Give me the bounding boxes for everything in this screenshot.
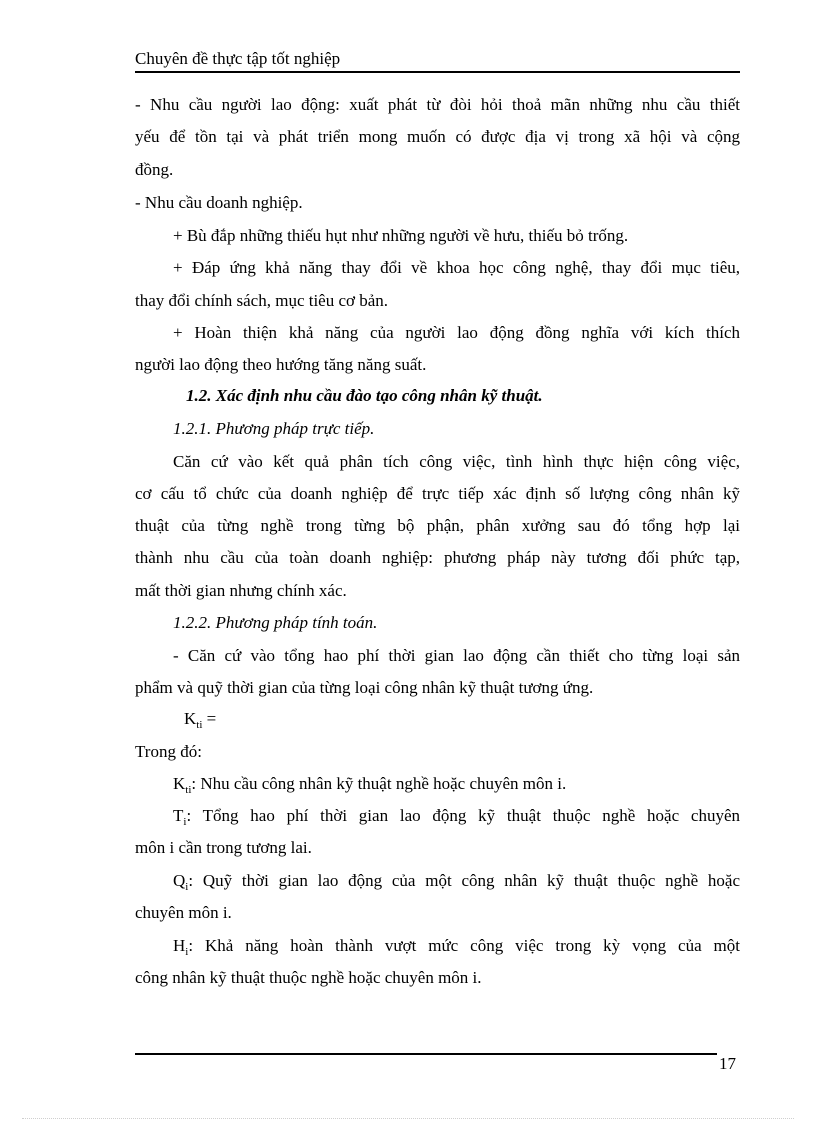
page-header [135,49,740,73]
body-line: thuật của từng nghề trong từng bộ phận, phân xưởng sau đó tổng hợp lại [135,516,740,535]
body-line: đồng. [135,160,174,179]
body-line: - Nhu cầu người lao động: xuất phát từ đòi hỏi thoả mãn những nhu cầu thiết [135,95,740,114]
body-line: môn i cần trong tương lai. [135,838,312,857]
where-label: Trong đó: [135,742,202,761]
definition-hi: $H_i$: Khả năng hoàn thành vượt mức công việc trong kỳ vọng của một [173,936,740,958]
definition-ti: $T_i$: Tổng hao phí thời gian lao động kỹ thuật thuộc nghề hoặc chuyên [173,806,740,828]
page-number: 17 [719,1054,736,1073]
page-edge-divider [22,1118,794,1119]
body-line: công nhân kỹ thuật thuộc nghề hoặc chuyên môn i. [135,968,482,987]
section-heading-1-2: 1.2. Xác định nhu cầu đào tạo công nhân kỹ thuật. [186,386,543,405]
body-line: + Hoàn thiện khả năng của người lao động đồng nghĩa với kích thích [173,323,740,342]
subsection-heading-1-2-2: 1.2.2. Phương pháp tính toán. [173,613,378,632]
body-line: thay đổi chính sách, mục tiêu cơ bản. [135,291,389,310]
body-line: + Đáp ứng khả năng thay đổi về khoa học công nghệ, thay đổi mục tiêu, [173,258,740,277]
body-line: + Bù đắp những thiếu hụt như những người về hưu, thiếu bỏ trống. [173,226,629,245]
definition-kti: $K_{ti}$: Nhu cầu công nhân kỹ thuật nghề hoặc chuyên môn i. [173,774,567,796]
body-line: - Nhu cầu doanh nghiệp. [135,193,303,212]
header-title: Chuyên đề thực tập tốt nghiệp [135,49,341,68]
body-line: - Căn cứ vào tổng hao phí thời gian lao động cần thiết cho từng loại sản [173,646,740,665]
subsection-heading-1-2-1: 1.2.1. Phương pháp trực tiếp. [173,419,375,438]
body-line: yếu để tồn tại và phát triển mong muốn có được địa vị trong xã hội và cộng [135,127,740,146]
body-line: chuyên môn i. [135,903,232,922]
footer-rule [135,1053,717,1055]
body-line: cơ cấu tổ chức của doanh nghiệp để trực tiếp xác định số lượng công nhân kỹ [135,484,740,503]
formula: $K_{ti}$ = [184,709,217,731]
body-line: Căn cứ vào kết quả phân tích công việc, tình hình thực hiện công việc, [173,452,740,471]
body-line: thành nhu cầu của toàn doanh nghiệp: phương pháp này tương đối phức tạp, [135,548,740,567]
body-line: phẩm và quỹ thời gian của từng loại công nhân kỹ thuật tương ứng. [135,678,594,697]
body-line: mất thời gian nhưng chính xác. [135,581,347,600]
body-line: người lao động theo hướng tăng năng suất. [135,355,427,374]
definition-qi: $Q_i$: Quỹ thời gian lao động của một công nhân kỹ thuật thuộc nghề hoặc [173,871,740,893]
